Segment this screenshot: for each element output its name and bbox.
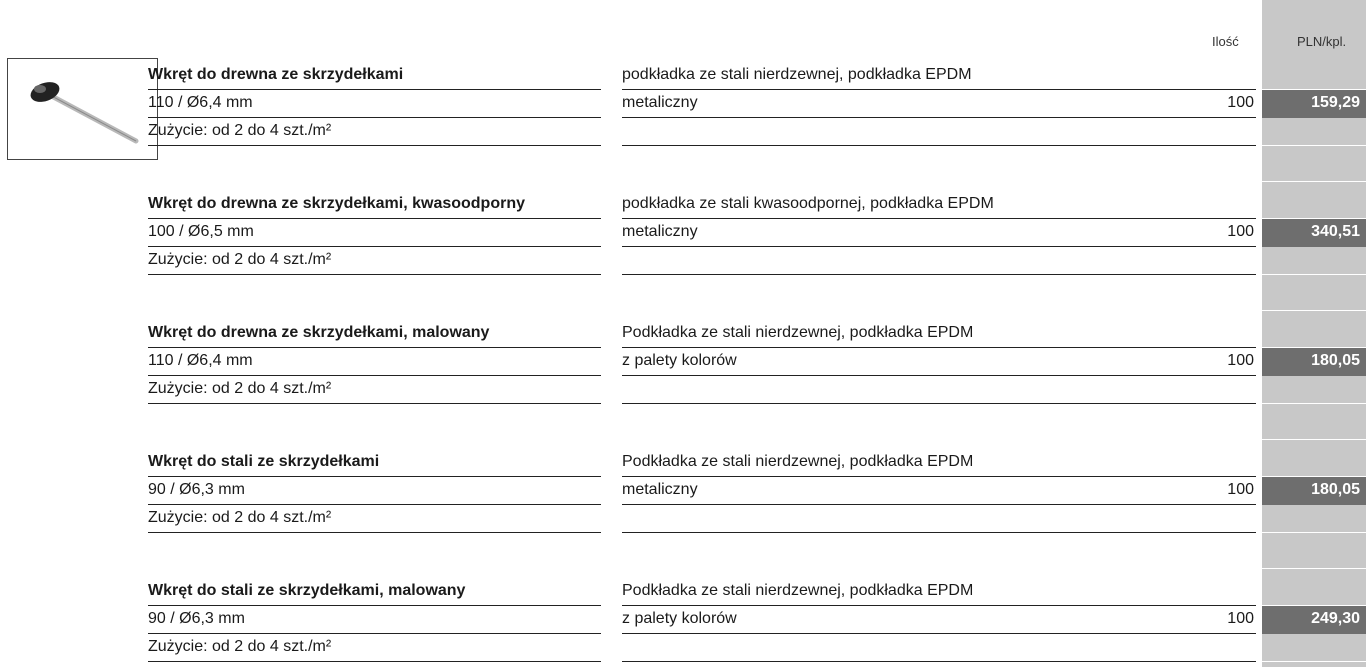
quantity-header: Ilość [1212,34,1239,49]
price-cell-divider [1262,412,1366,440]
product-usage-row [148,118,601,146]
product-quantity: 100 [1227,223,1254,240]
product-usage: Zużycie: od 2 do 4 szt./m² [148,122,332,139]
product-usage: Zużycie: od 2 do 4 szt./m² [148,380,332,397]
product-spec-row [622,348,1256,376]
price-unit-header: PLN/kpl. [1297,34,1347,49]
product-usage: Zużycie: od 2 do 4 szt./m² [148,638,332,655]
product-name: Wkręt do stali ze skrzydełkami [148,453,380,470]
product-finish: metaliczny [622,223,698,240]
product-quantity: 100 [1227,481,1254,498]
product-size-row [148,219,601,247]
product-size: 90 / Ø6,3 mm [148,481,245,498]
product-washer: Podkładka ze stali nierdzewnej, podkładka EPDM [622,582,974,599]
product-finish: metaliczny [622,481,698,498]
product-image [7,58,158,160]
product-spec-row [622,219,1256,247]
price-cell-divider [1262,62,1366,90]
product-price: 249,30 [1262,606,1366,634]
product-quantity: 100 [1227,94,1254,111]
product-size-row [148,90,601,118]
price-cell-divider [1262,283,1366,311]
product-finish: z palety kolorów [622,610,737,627]
product-spec-row [622,191,1256,219]
product-spec-row [622,62,1256,90]
product-price: 159,29 [1262,90,1366,118]
product-name-row [148,449,601,477]
product-spec-row [622,505,1256,533]
product-size: 110 / Ø6,4 mm [148,352,253,369]
price-cell-divider [1262,578,1366,606]
product-usage-row [148,505,601,533]
product-name: Wkręt do stali ze skrzydełkami, malowany [148,582,466,599]
product-size: 90 / Ø6,3 mm [148,610,245,627]
product-usage-row [148,634,601,662]
product-washer: podkładka ze stali nierdzewnej, podkładka EPDM [622,66,972,83]
product-name-row [148,320,601,348]
product-spec-row [622,320,1256,348]
product-size-row [148,477,601,505]
price-cell-divider [1262,449,1366,477]
price-cell-divider [1262,320,1366,348]
price-cell-divider [1262,191,1366,219]
product-usage: Zużycie: od 2 do 4 szt./m² [148,509,332,526]
price-cell-divider [1262,541,1366,569]
product-spec-row [622,449,1256,477]
price-cell-divider [1262,154,1366,182]
product-name-row [148,191,601,219]
product-spec-row [622,90,1256,118]
product-washer: Podkładka ze stali nierdzewnej, podkładka EPDM [622,324,974,341]
product-price: 340,51 [1262,219,1366,247]
product-spec-row [622,634,1256,662]
product-washer: podkładka ze stali kwasoodpornej, podkładka EPDM [622,195,994,212]
product-usage-row [148,376,601,404]
price-cell-divider [1262,634,1366,662]
product-name: Wkręt do drewna ze skrzydełkami [148,66,404,83]
product-spec-row [622,477,1256,505]
product-finish: metaliczny [622,94,698,111]
product-spec-row [622,606,1256,634]
product-size-row [148,348,601,376]
product-usage-row [148,247,601,275]
price-cell-divider [1262,505,1366,533]
screw-icon [8,59,159,161]
product-spec-row [622,578,1256,606]
price-cell-divider [1262,247,1366,275]
product-name-row [148,62,601,90]
product-size: 100 / Ø6,5 mm [148,223,254,240]
product-spec-row [622,376,1256,404]
product-quantity: 100 [1227,352,1254,369]
price-cell-divider [1262,376,1366,404]
product-usage: Zużycie: od 2 do 4 szt./m² [148,251,332,268]
product-name-row [148,578,601,606]
product-size-row [148,606,601,634]
product-name: Wkręt do drewna ze skrzydełkami, malowany [148,324,490,341]
product-spec-row [622,247,1256,275]
product-price: 180,05 [1262,477,1366,505]
product-price: 180,05 [1262,348,1366,376]
product-finish: z palety kolorów [622,352,737,369]
product-size: 110 / Ø6,4 mm [148,94,253,111]
product-quantity: 100 [1227,610,1254,627]
product-spec-row [622,118,1256,146]
product-name: Wkręt do drewna ze skrzydełkami, kwasoodporny [148,195,525,212]
price-cell-divider [1262,118,1366,146]
product-washer: Podkładka ze stali nierdzewnej, podkładka EPDM [622,453,974,470]
